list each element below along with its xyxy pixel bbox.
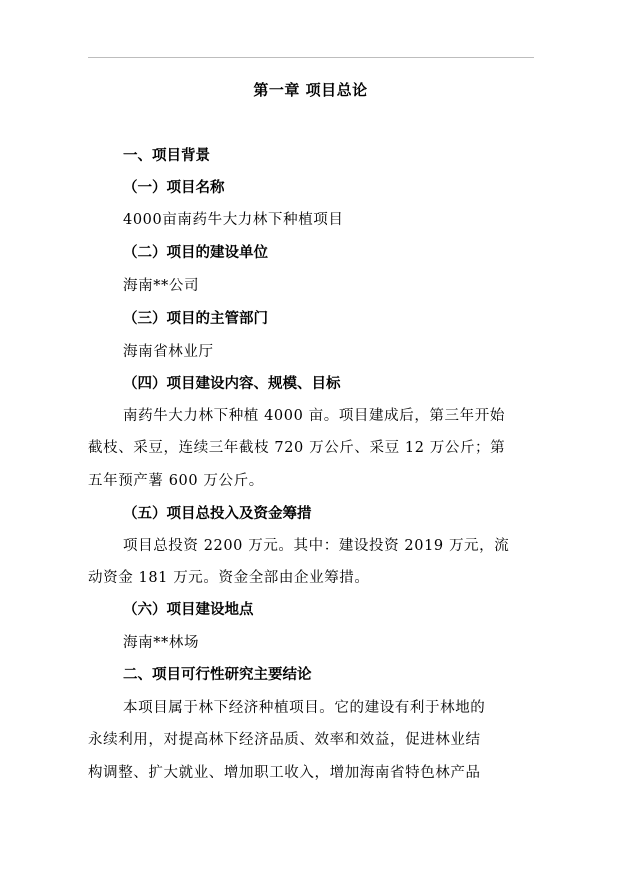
construction-unit-text: 海南**公司	[123, 278, 200, 294]
conclusion-line-3: 构调整、扩大就业、增加职工收入，增加海南省特色林产品	[88, 765, 481, 781]
subheading-project-name: （一）项目名称	[123, 180, 225, 196]
section-heading-background: 一、项目背景	[123, 148, 210, 164]
authority-text: 海南省林业厅	[123, 344, 214, 360]
investment-line-2: 动资金 181 万元。资金全部由企业筹措。	[88, 570, 370, 586]
conclusion-line-1: 本项目属于林下经济种植项目。它的建设有利于林地的	[123, 700, 486, 716]
subheading-construction-content: （四）项目建设内容、规模、目标	[123, 376, 341, 392]
content-line-3: 五年预产薯 600 万公斤。	[88, 473, 264, 489]
subheading-investment: （五）项目总投入及资金筹措	[123, 506, 312, 522]
subheading-location: （六）项目建设地点	[123, 602, 254, 618]
header-rule	[88, 57, 534, 58]
section-heading-conclusions: 二、项目可行性研究主要结论	[123, 667, 312, 683]
investment-line-1: 项目总投资 2200 万元。其中：建设投资 2019 万元，流	[123, 538, 510, 554]
conclusion-line-2: 永续利用，对提高林下经济品质、效率和效益，促进林业结	[88, 732, 481, 748]
subheading-authority: （三）项目的主管部门	[123, 311, 268, 327]
subheading-construction-unit: （二）项目的建设单位	[123, 245, 268, 261]
content-line-1: 南药牛大力林下种植 4000 亩。项目建成后，第三年开始	[123, 408, 505, 424]
project-name-text: 4000亩南药牛大力林下种植项目	[123, 212, 344, 228]
location-text: 海南**林场	[123, 635, 200, 651]
chapter-title: 第一章 项目总论	[253, 81, 368, 99]
content-line-2: 截枝、采豆，连续三年截枝 720 万公斤、采豆 12 万公斤；第	[88, 440, 506, 456]
